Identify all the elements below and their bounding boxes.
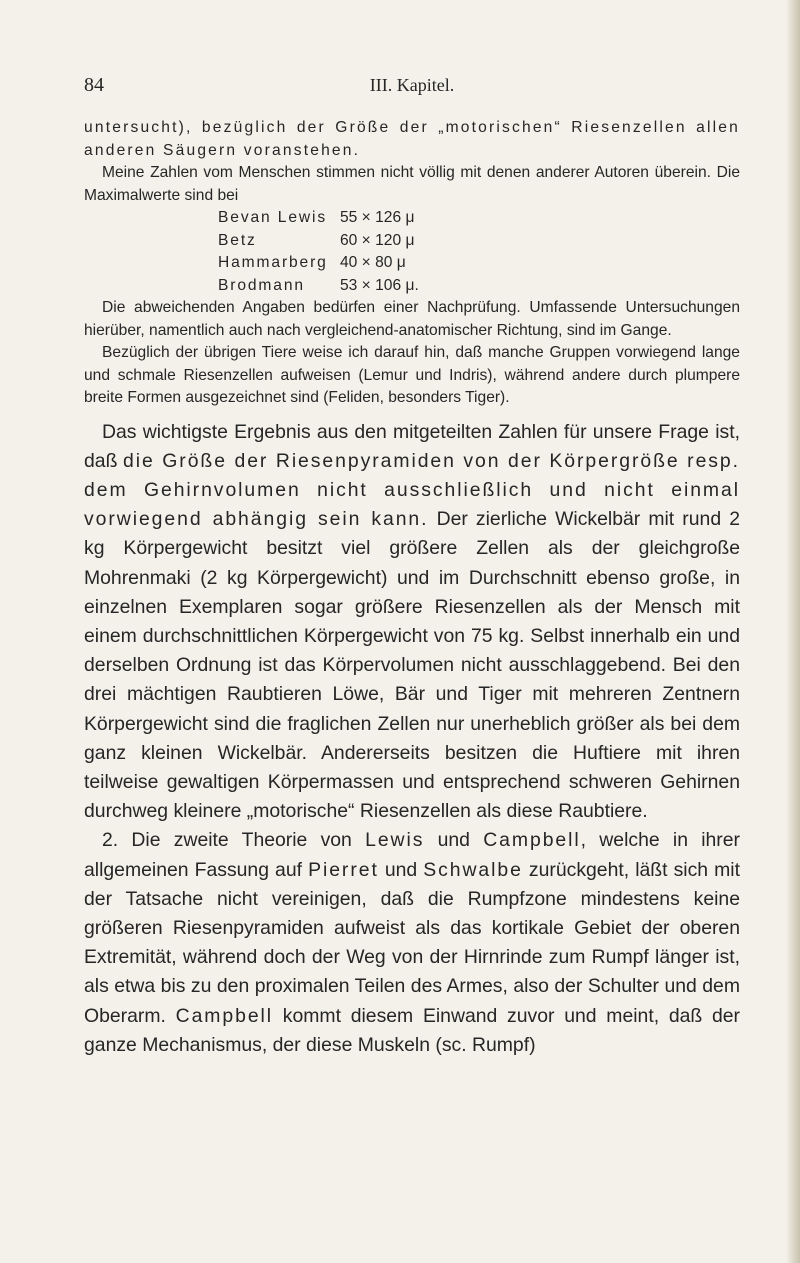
author-name-emphasis: Campbell [483,829,581,852]
paragraph-continuation [84,117,740,162]
paragraph-text: Der zierliche Wickelbär mit rund 2 kg Körpergewicht besitzt viel größere Zellen als der gleichgroße Mohrenmaki (2 kg Körpergewicht) und im Durchschnitt ebenso große, in einzelnen Exemplaren sogar größere Riesenzellen als der Mensch mit einem durchschnittlichen Körpergewicht von 75 kg. Selbst innerhalb ein und derselben Ordnung ist das Körpervolumen nicht ausschlaggebend. Bei den drei mächtigen Raubtieren Löwe, Bär und Tiger mit mehreren Zentnern Körpergewicht sind die fraglichen Zellen nur unerheblich größer als bei dem ganz kleinen Wickelbär. Andererseits besitzen die Huftiere mit ihren teilweise gewaltigen Körpermassen und entsprechend schweren Gehirnen durchweg kleinere „motorische“ Riesenzellen als diese Raubtiere. [84,508,740,823]
page-header [84,74,740,108]
author-name-emphasis: Campbell [175,1004,274,1027]
paragraph-text: Meine Zahlen vom Menschen stimmen nicht völlig mit denen anderer Autoren überein. Die Maximalwerte sind bei [84,164,740,204]
paragraph-text: kommt diesem Einwand zuvor und meint, daß der ganze Mechanismus, der diese Muskeln (sc. Rumpf) [84,1004,740,1056]
cell-size-value: 60 × 120 μ [340,231,415,249]
author-name: Hammarberg [218,254,328,271]
book-page [84,74,740,1060]
author-name-emphasis: Lewis [365,829,425,852]
paragraph-text: und [378,858,424,881]
paragraph-text: zurückgeht, läßt sich mit der Tatsache nicht vereinigen, daß die Rumpfzone mindestens keine größeren Riesenpyramiden aufweist als das kortikale Gebiet der oberen Extremität, während doch der Weg von der Hirnrinde zum Rumpf länger ist, als etwa bis zu den proximalen Teilen des Armes, also der Schulter und dem Oberarm. [84,858,740,1027]
author-name-emphasis: Pierret [308,858,379,881]
paragraph-text: Die abweichenden Angaben bedürfen einer Nachprüfung. Umfassende Untersuchungen hierüber, namentlich auch nach vergleichend-anatomischer Richtung, sind im Gange. [84,299,740,339]
author-name: Bevan Lewis [218,209,328,226]
paragraph-discrepancies [84,297,740,342]
author-name: Brodmann [218,276,305,294]
paragraph-text: untersucht), bezüglich der Größe der „motorischen“ Riesenzellen allen anderen Säugern voranstehen. [84,119,740,159]
table-row [218,207,419,230]
paragraph-main-result [84,418,740,827]
running-head-chapter: III. Kapitel. [369,75,455,95]
page-number: 84 [84,74,104,96]
cell-size-value: 55 × 126 μ [340,209,415,226]
table-row [218,230,419,253]
cell-size-value: 53 × 106 μ. [340,276,419,294]
table-row [218,275,419,298]
paragraph-text: Bezüglich der übrigen Tiere weise ich darauf hin, daß manche Gruppen vorwiegend lange und schmale Riesenzellen aufweisen (Lemur und Indris), während andere durch plumpere breite Formen ausgezeichnet sind (Feliden, besonders Tiger). [84,344,740,406]
paragraph-other-animals [84,342,740,410]
author-name-emphasis: Schwalbe [423,858,523,881]
paragraph-text: Das wichtigste Ergebnis aus den mitgeteilten Zahlen für unsere Frage ist, daß [84,420,740,472]
maximal-values-table [218,207,419,297]
paragraph-text: , welche in ihrer allgemeinen Fassung auf [84,829,741,881]
author-name: Betz [218,231,257,249]
paragraph-second-theory [84,826,740,1060]
cell-size-value: 40 × 80 μ [340,254,406,271]
page-edge-shadow [786,0,800,1263]
paragraph-text: und [424,829,484,852]
paragraph-author-values [84,162,740,207]
paragraph-text: 2. Die zweite Theorie von [102,829,366,852]
emphasized-conclusion: die Größe der Riesenpyramiden von der Körpergröße resp. dem Gehirnvolumen nicht ausschließlich und nicht einmal vorwiegend abhängig sein kann. [84,449,740,531]
table-row [218,252,419,275]
